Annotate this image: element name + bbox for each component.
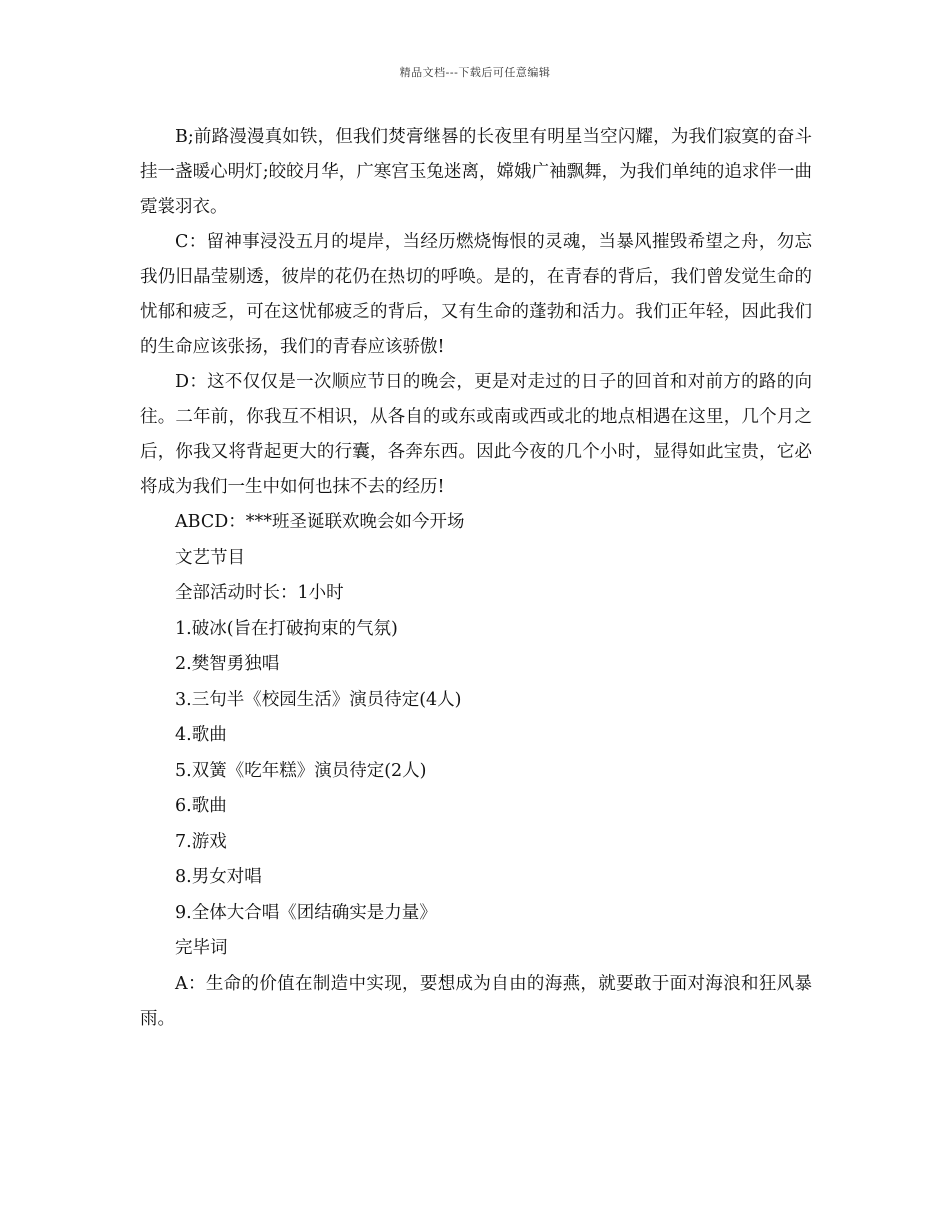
duration-line: 全部活动时长：1小时 bbox=[175, 583, 344, 603]
program-item: 8.男女对唱 bbox=[175, 867, 262, 887]
program-item: 9.全体大合唱《团结确实是力量》 bbox=[175, 902, 437, 923]
paragraph-b: B;前路漫漫真如铁，但我们焚膏继晷的长夜里有明星当空闪耀，为我们寂寞的奋斗挂一盏暖心明灯;皎皎月华，广寒宫玉兔迷离，嫦娥广袖飘舞，为我们单纯的追求伴一曲霓裳羽衣。 bbox=[140, 127, 812, 217]
page-header: 精品文档---下载后可任意编辑 bbox=[399, 66, 551, 79]
paragraph-d: D：这不仅仅是一次顺应节日的晚会，更是对走过的日子的回首和对前方的路的向往。二年前，你我互不相识，从各自的或东或南或西或北的地点相遇在这里，几个月之后，你我又将背起更大的行囊，各奔东西。因此今夜的几个小时，显得如此宝贵，它必将成为我们一生中如何也抹不去的经历! bbox=[140, 372, 812, 497]
program-item: 4.歌曲 bbox=[175, 725, 227, 745]
paragraph-closing: A：生命的价值在制造中实现，要想成为自由的海燕，就要敢于面对海浪和狂风暴雨。 bbox=[140, 973, 812, 1029]
program-item: 1.破冰(旨在打破拘束的气氛) bbox=[175, 618, 398, 639]
section-title-closing: 完毕词 bbox=[175, 938, 228, 958]
opening-line: ABCD：***班圣诞联欢晚会如今开场 bbox=[175, 512, 465, 532]
program-item: 7.游戏 bbox=[175, 831, 227, 852]
program-item: 6.歌曲 bbox=[175, 796, 227, 816]
program-item: 2.樊智勇独唱 bbox=[175, 654, 280, 674]
document-body bbox=[140, 120, 812, 1037]
program-item: 5.双簧《吃年糕》演员待定(2人) bbox=[175, 760, 427, 781]
paragraph-c: C：留神事浸没五月的堤岸，当经历燃烧悔恨的灵魂，当暴风摧毁希望之舟，勿忘我仍旧晶莹剔透，彼岸的花仍在热切的呼唤。是的，在青春的背后，我们曾发觉生命的忧郁和疲乏，可在这忧郁疲乏的背后，又有生命的蓬勃和活力。我们正年轻，因此我们的生命应该张扬，我们的青春应该骄傲! bbox=[140, 232, 812, 357]
program-item: 3.三句半《校园生活》演员待定(4人) bbox=[175, 689, 462, 710]
section-title-program: 文艺节目 bbox=[175, 547, 245, 568]
